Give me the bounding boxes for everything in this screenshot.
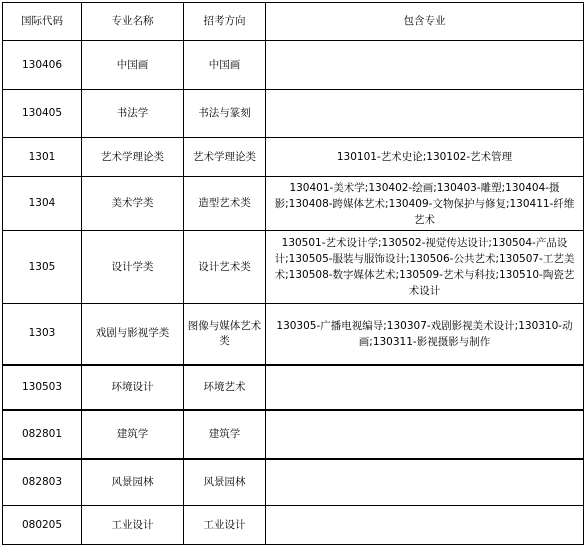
cell-includes bbox=[266, 506, 584, 545]
cell-code: 080205 bbox=[3, 506, 82, 545]
cell-includes: 130401-美术学;130402-绘画;130403-雕塑;130404-摄影;130408-跨媒体艺术;130409-文物保护与修复;130411-纤维艺术 bbox=[266, 177, 584, 231]
cell-name: 建筑学 bbox=[82, 410, 184, 459]
cell-name: 美术学类 bbox=[82, 177, 184, 231]
table-row bbox=[3, 90, 584, 138]
cell-includes bbox=[266, 459, 584, 506]
cell-code: 1303 bbox=[3, 304, 82, 365]
cell-direction: 艺术学理论类 bbox=[184, 138, 266, 177]
cell-name: 工业设计 bbox=[82, 506, 184, 545]
header-direction: 招考方向 bbox=[184, 3, 266, 41]
cell-name: 环境设计 bbox=[82, 365, 184, 410]
header-name: 专业名称 bbox=[82, 3, 184, 41]
cell-includes: 130501-艺术设计学;130502-视觉传达设计;130504-产品设计;130505-服装与服饰设计;130506-公共艺术;130507-工艺美术;130508-数字媒体艺术;130509-艺术与科技;130510-陶瓷艺术设计 bbox=[266, 231, 584, 304]
cell-name: 艺术学理论类 bbox=[82, 138, 184, 177]
cell-includes: 130101-艺术史论;130102-艺术管理 bbox=[266, 138, 584, 177]
cell-direction: 环境艺术 bbox=[184, 365, 266, 410]
cell-includes bbox=[266, 365, 584, 410]
cell-direction: 建筑学 bbox=[184, 410, 266, 459]
cell-name: 设计学类 bbox=[82, 231, 184, 304]
header-row bbox=[3, 3, 584, 41]
cell-code: 1301 bbox=[3, 138, 82, 177]
cell-name: 风景园林 bbox=[82, 459, 184, 506]
cell-direction: 造型艺术类 bbox=[184, 177, 266, 231]
table-row bbox=[3, 177, 584, 231]
cell-name: 戏剧与影视学类 bbox=[82, 304, 184, 365]
cell-code: 130406 bbox=[3, 41, 82, 90]
cell-name: 书法学 bbox=[82, 90, 184, 138]
cell-code: 130405 bbox=[3, 90, 82, 138]
table-row bbox=[3, 506, 584, 545]
table-row bbox=[3, 410, 584, 459]
table-row bbox=[3, 459, 584, 506]
table-row bbox=[3, 138, 584, 177]
cell-direction: 书法与篆刻 bbox=[184, 90, 266, 138]
cell-includes bbox=[266, 41, 584, 90]
cell-name: 中国画 bbox=[82, 41, 184, 90]
table-row bbox=[3, 365, 584, 410]
table-row bbox=[3, 231, 584, 304]
cell-direction: 图像与媒体艺术类 bbox=[184, 304, 266, 365]
cell-direction: 风景园林 bbox=[184, 459, 266, 506]
cell-includes bbox=[266, 410, 584, 459]
cell-code: 082801 bbox=[3, 410, 82, 459]
major-table bbox=[2, 2, 584, 545]
table-row bbox=[3, 304, 584, 365]
cell-direction: 工业设计 bbox=[184, 506, 266, 545]
cell-code: 082803 bbox=[3, 459, 82, 506]
cell-code: 130503 bbox=[3, 365, 82, 410]
header-includes: 包含专业 bbox=[266, 3, 584, 41]
cell-code: 1304 bbox=[3, 177, 82, 231]
header-code: 国际代码 bbox=[3, 3, 82, 41]
cell-code: 1305 bbox=[3, 231, 82, 304]
cell-direction: 设计艺术类 bbox=[184, 231, 266, 304]
cell-includes bbox=[266, 90, 584, 138]
cell-includes: 130305-广播电视编导;130307-戏剧影视美术设计;130310-动画;130311-影视摄影与制作 bbox=[266, 304, 584, 365]
table-row bbox=[3, 41, 584, 90]
cell-direction: 中国画 bbox=[184, 41, 266, 90]
